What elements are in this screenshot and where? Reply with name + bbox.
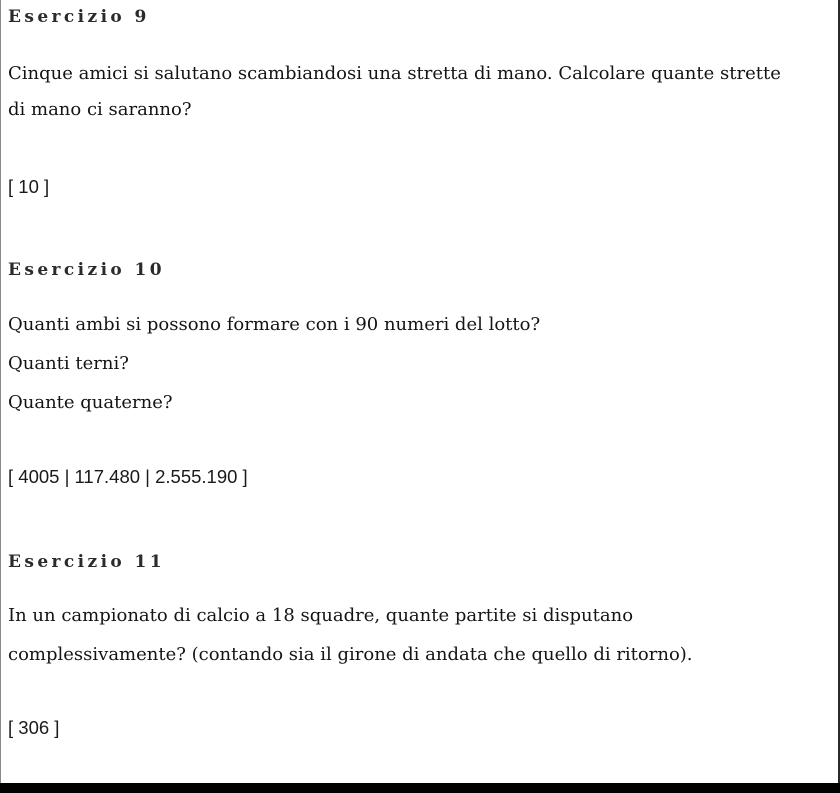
exercise-10-title: Esercizio 10	[8, 260, 165, 280]
exercise-9-text-line-1: Cinque amici si salutano scambiandosi una stretta di mano. Calcolare quante strette	[8, 63, 781, 84]
exercise-10-answer: [ 4005 | 117.480 | 2.555.190 ]	[8, 466, 248, 487]
exercise-11-text-line-2: complessivamente? (contando sia il girone di andata che quello di ritorno).	[8, 644, 693, 665]
exercise-9-answer: [ 10 ]	[8, 176, 50, 197]
left-border	[0, 0, 1, 783]
exercise-10-text-line-1: Quanti ambi si possono formare con i 90 numeri del lotto?	[8, 314, 541, 335]
exercise-9-title: Esercizio 9	[8, 7, 150, 27]
exercise-9-text-line-2: di mano ci saranno?	[8, 99, 192, 120]
exercise-11-text-line-1: In un campionato di calcio a 18 squadre, quante partite si disputano	[8, 605, 634, 626]
exercise-11-title: Esercizio 11	[8, 552, 165, 572]
exercise-11-answer: [ 306 ]	[8, 717, 60, 738]
exercise-10-text-line-3: Quante quaterne?	[8, 392, 173, 413]
exercise-10-text-line-2: Quanti terni?	[8, 353, 129, 374]
